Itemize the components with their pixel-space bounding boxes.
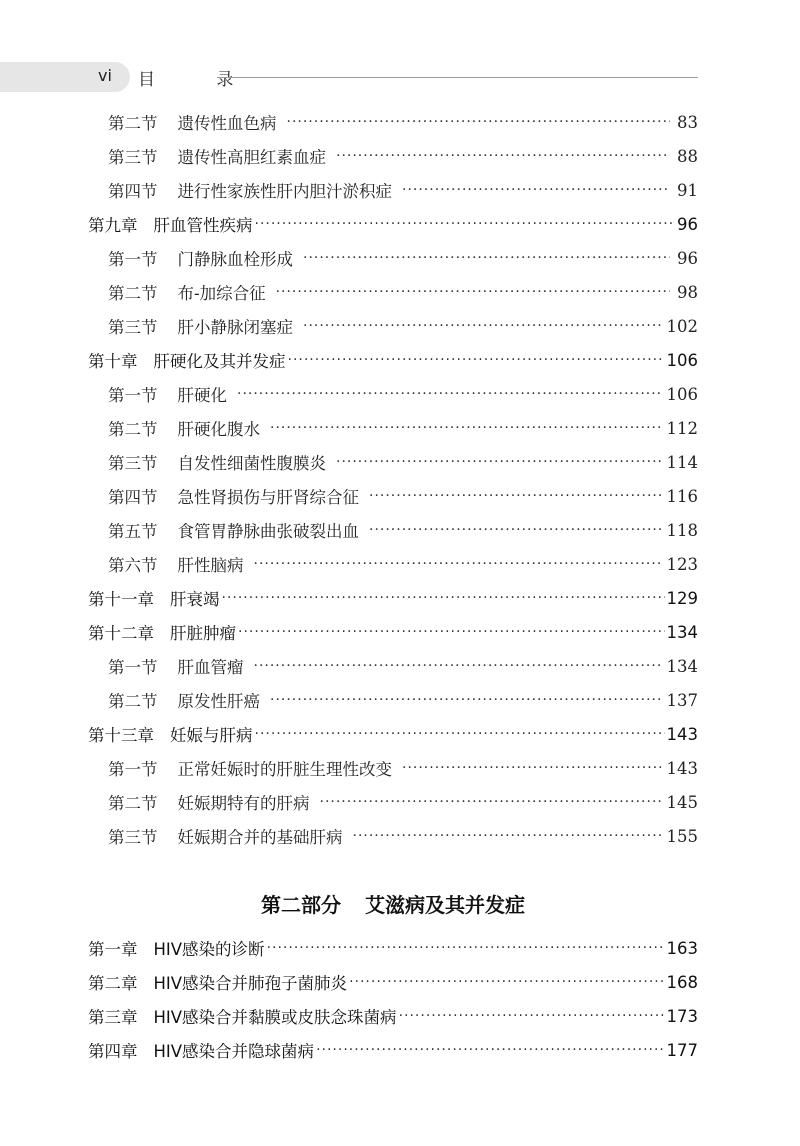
toc-entry-page: 112 [666, 418, 698, 438]
toc-entry-label: 第二节 [108, 794, 158, 813]
toc-entry-label: 第三章 [88, 1008, 138, 1027]
toc-entry-title: HIV感染的诊断 [153, 940, 265, 959]
toc-leader-dots [303, 250, 670, 266]
page-number: vi [98, 66, 112, 85]
toc-entry-label: 第三节 [108, 828, 158, 847]
toc-entry-title: 妊娠期合并的基础肝病 [177, 828, 343, 847]
toc-leader-dots [353, 828, 661, 844]
toc-part-1 [88, 105, 698, 853]
toc-leader-dots [336, 148, 670, 164]
part-title: 艾滋病及其并发症 [365, 892, 525, 917]
toc-entry-page: 143 [666, 758, 698, 778]
toc-section-entry[interactable] [88, 241, 698, 275]
toc-entry-label: 第二节 [108, 420, 158, 439]
toc-entry-page: 114 [666, 452, 698, 472]
toc-chapter-entry[interactable] [88, 581, 698, 615]
toc-entry-title: 肝硬化及其并发症 [153, 352, 286, 371]
toc-entry-page: 106 [666, 350, 698, 370]
toc-entry-page: 106 [666, 384, 698, 404]
toc-chapter-entry[interactable] [88, 343, 698, 377]
toc-leader-dots [267, 940, 665, 956]
toc-entry-page: 163 [666, 938, 698, 958]
toc-entry-title: 肝硬化 [177, 386, 227, 405]
toc-entry-page: 177 [666, 1040, 698, 1060]
toc-part-2 [88, 931, 698, 1067]
toc-entry-title: HIV感染合并黏膜或皮肤念珠菌病 [153, 1008, 397, 1027]
toc-entry-page: 137 [666, 690, 698, 710]
toc-entry-title: 妊娠期特有的肝病 [177, 794, 310, 813]
toc-entry-label: 第十三章 [88, 726, 154, 745]
toc-section-entry[interactable] [88, 309, 698, 343]
toc-entry-page: 168 [666, 972, 698, 992]
toc-entry-page: 173 [666, 1006, 698, 1026]
toc-leader-dots [255, 726, 665, 742]
toc-leader-dots [270, 692, 661, 708]
toc-section-entry[interactable] [88, 649, 698, 683]
toc-entry-title: 布-加综合征 [177, 284, 266, 303]
toc-chapter-entry[interactable] [88, 965, 698, 999]
toc-section-entry[interactable] [88, 751, 698, 785]
toc-chapter-entry[interactable] [88, 717, 698, 751]
toc-entry-label: 第二节 [108, 114, 158, 133]
toc-leader-dots [222, 590, 665, 606]
toc-entry-title: 急性肾损伤与肝肾综合征 [177, 488, 359, 507]
toc-entry-label: 第一节 [108, 658, 158, 677]
toc-entry-page: 143 [666, 724, 698, 744]
toc-entry-label: 第四章 [88, 1042, 138, 1061]
toc-section-entry[interactable] [88, 513, 698, 547]
toc-chapter-entry[interactable] [88, 1033, 698, 1067]
toc-entry-label: 第十章 [88, 352, 138, 371]
toc-entry-label: 第二章 [88, 974, 138, 993]
toc-chapter-entry[interactable] [88, 931, 698, 965]
toc-entry-page: 145 [666, 792, 698, 812]
toc-entry-title: 食管胃静脉曲张破裂出血 [177, 522, 359, 541]
toc-section-entry[interactable] [88, 819, 698, 853]
toc-leader-dots [316, 1042, 664, 1058]
toc-leader-dots [399, 1008, 665, 1024]
toc-entry-label: 第一节 [108, 760, 158, 779]
toc-section-entry[interactable] [88, 139, 698, 173]
toc-entry-label: 第六节 [108, 556, 158, 575]
toc-entry-label: 第四节 [108, 182, 158, 201]
toc-entry-title: 原发性肝癌 [177, 692, 260, 711]
toc-chapter-entry[interactable] [88, 999, 698, 1033]
toc-entry-title: 肝衰竭 [170, 590, 220, 609]
toc-entry-title: 正常妊娠时的肝脏生理性改变 [177, 760, 392, 779]
toc-entry-title: HIV感染合并隐球菌病 [153, 1042, 315, 1061]
toc-entry-page: 88 [677, 146, 698, 166]
toc-entry-label: 第一章 [88, 940, 138, 959]
toc-entry-label: 第九章 [88, 216, 138, 235]
toc-section-entry[interactable] [88, 547, 698, 581]
toc-section-entry[interactable] [88, 105, 698, 139]
toc-entry-title: 进行性家族性肝内胆汁淤积症 [177, 182, 392, 201]
toc-entry-label: 第三节 [108, 318, 158, 337]
toc-leader-dots [303, 318, 661, 334]
toc-leader-dots [402, 760, 661, 776]
toc-entry-page: 134 [666, 622, 698, 642]
toc-entry-page: 98 [677, 282, 698, 302]
toc-entry-page: 155 [666, 826, 698, 846]
toc-section-entry[interactable] [88, 683, 698, 717]
toc-leader-dots [254, 556, 661, 572]
toc-entry-title: 肝脏肿瘤 [170, 624, 236, 643]
toc-entry-label: 第三节 [108, 454, 158, 473]
toc-entry-label: 第二节 [108, 284, 158, 303]
toc-entry-title: 遗传性血色病 [177, 114, 277, 133]
part-heading [88, 875, 698, 931]
toc-entry-page: 91 [677, 180, 698, 200]
toc-section-entry[interactable] [88, 275, 698, 309]
toc-entry-title: 肝血管瘤 [177, 658, 244, 677]
toc-leader-dots [402, 182, 670, 198]
toc-entry-page: 96 [677, 214, 698, 234]
toc-leader-dots [270, 420, 661, 436]
toc-entry-page: 96 [677, 248, 698, 268]
toc-leader-dots [336, 454, 661, 470]
toc-leader-dots [255, 216, 675, 232]
toc-leader-dots [276, 284, 670, 300]
toc-entry-title: 妊娠与肝病 [170, 726, 253, 745]
toc-entry-label: 第四节 [108, 488, 158, 507]
toc-chapter-entry[interactable] [88, 615, 698, 649]
toc-section-entry[interactable] [88, 785, 698, 819]
toc-chapter-entry[interactable] [88, 207, 698, 241]
toc-section-entry[interactable] [88, 411, 698, 445]
toc-entry-label: 第十一章 [88, 590, 154, 609]
toc-entry-page: 102 [666, 316, 698, 336]
toc-leader-dots [288, 352, 665, 368]
toc-section-entry[interactable] [88, 377, 698, 411]
toc-entry-page: 129 [666, 588, 698, 608]
toc-entry-title: HIV感染合并肺孢子菌肺炎 [153, 974, 348, 993]
toc-entry-label: 第二节 [108, 692, 158, 711]
toc-entry-label: 第十二章 [88, 624, 154, 643]
toc-entry-label: 第一节 [108, 250, 158, 269]
toc-entry-page: 116 [666, 486, 698, 506]
toc-entry-title: 肝血管性疾病 [153, 216, 253, 235]
header-title: 目 录 [138, 70, 262, 90]
toc-entry-title: 自发性细菌性腹膜炎 [177, 454, 326, 473]
toc-entry-title: 肝小静脉闭塞症 [177, 318, 293, 337]
toc-entry-label: 第一节 [108, 386, 158, 405]
toc-leader-dots [238, 624, 665, 640]
page-header [0, 62, 800, 92]
toc-entry-label: 第三节 [108, 148, 158, 167]
toc-leader-dots [349, 974, 664, 990]
toc-entry-page: 118 [666, 520, 698, 540]
toc-entry-title: 门静脉血栓形成 [177, 250, 293, 269]
toc-leader-dots [369, 522, 661, 538]
table-of-contents [88, 105, 698, 1067]
toc-entry-page: 123 [666, 554, 698, 574]
toc-section-entry[interactable] [88, 173, 698, 207]
toc-section-entry[interactable] [88, 445, 698, 479]
header-rule [218, 77, 698, 78]
toc-entry-page: 83 [677, 112, 698, 132]
toc-leader-dots [287, 114, 671, 130]
toc-leader-dots [320, 794, 661, 810]
toc-entry-label: 第五节 [108, 522, 158, 541]
toc-leader-dots [254, 658, 661, 674]
toc-entry-title: 肝硬化腹水 [177, 420, 260, 439]
part-label: 第二部分 [261, 892, 341, 917]
toc-leader-dots [237, 386, 661, 402]
toc-entry-page: 134 [666, 656, 698, 676]
toc-leader-dots [369, 488, 661, 504]
toc-entry-title: 遗传性高胆红素血症 [177, 148, 326, 167]
toc-section-entry[interactable] [88, 479, 698, 513]
toc-entry-title: 肝性脑病 [177, 556, 244, 575]
